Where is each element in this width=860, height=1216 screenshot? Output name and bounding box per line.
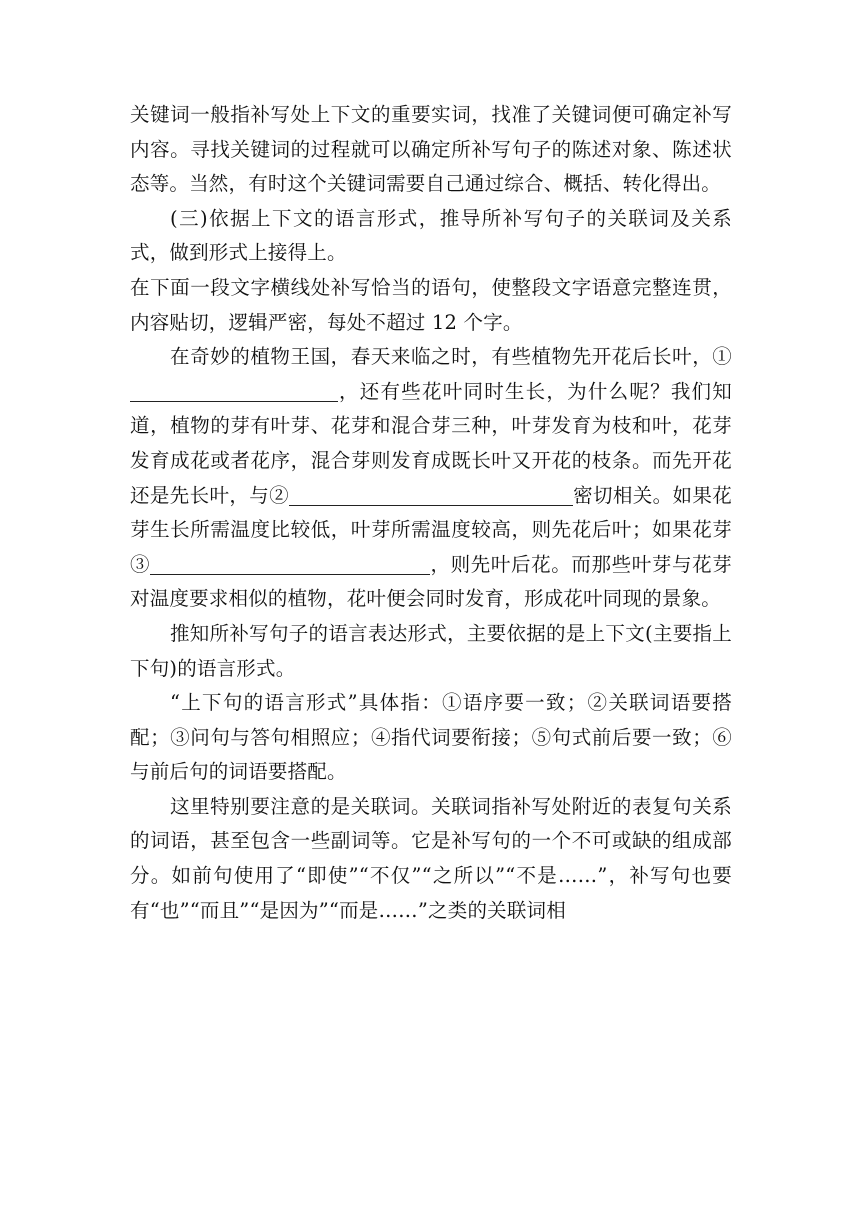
fill-in-blank-2[interactable] (289, 483, 573, 506)
paragraph-exercise-prompt: 在下面一段文字横线处补写恰当的语句，使整段文字语意完整连贯，内容贴切，逻辑严密，每处不超过 12 个字。 (130, 275, 732, 334)
fill-in-blank-1[interactable] (130, 379, 338, 402)
blank-marker-2: ② (269, 483, 289, 507)
blank-marker-3: ③ (130, 552, 151, 576)
paragraph-section-three: (三)依据上下文的语言形式，推导所补写句子的关联词及关系式，做到形式上接得上。 (130, 206, 732, 265)
exercise-sentence-3: 密切相关。如果花芽生长所需温度比较低，叶芽所需温度较高，则先花后叶；如果花芽 (130, 483, 732, 542)
document-page (130, 98, 732, 928)
paragraph-language-form: 推知所补写句子的语言表达形式，主要依据的是上下文(主要指上下句)的语言形式。 (130, 621, 732, 680)
blank-marker-1: ① (712, 345, 732, 369)
exercise-sentence-1: 在奇妙的植物王国，春天来临之时，有些植物先开花后长叶， (170, 345, 713, 369)
fill-in-blank-3[interactable] (150, 552, 430, 575)
exercise-sentence-4: ，则先叶后花。而那些叶芽与花芽对温度要求相似的植物，花叶便会同时发育，形成花叶同现的景象。 (130, 552, 732, 611)
paragraph-language-form-detail: “上下句的语言形式”具体指：①语序要一致；②关联词语要搭配；③问句与答句相照应；④指代词要衔接；⑤句式前后要一致；⑥与前后句的词语要搭配。 (130, 691, 732, 784)
exercise-sentence-2: ，还有些花叶同时生长，为什么呢？我们知道，植物的芽有叶芽、花芽和混合芽三种，叶芽发育为枝和叶，花芽发育成花或者花序，混合芽则发育成既长叶又开花的枝条。而先开花还是先长叶，与 (130, 379, 732, 507)
paragraph-conjunctions: 这里特别要注意的是关联词。关联词指补写处附近的表复句关系的词语，甚至包含一些副词等。它是补写句的一个不可或缺的组成部分。如前句使用了“即使”“不仅”“之所以”“不是……”，补写句也要有“也”“而且”“是因为”“而是……”之类的关联词相 (130, 794, 732, 922)
paragraph-keywords: 关键词一般指补写处上下文的重要实词，找准了关键词便可确定补写内容。寻找关键词的过程就可以确定所补写句子的陈述对象、陈述状态等。当然，有时这个关键词需要自己通过综合、概括、转化得出。 (130, 103, 732, 196)
paragraph-exercise-text (130, 340, 732, 617)
